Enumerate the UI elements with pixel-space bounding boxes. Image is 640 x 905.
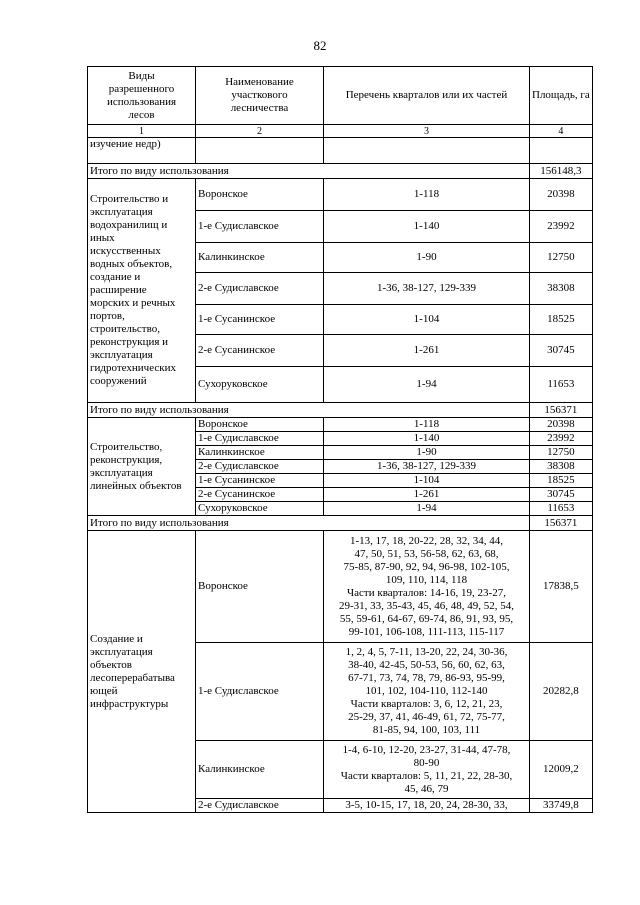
total-area: 156148,3 — [530, 164, 593, 179]
area-cell: 23992 — [530, 432, 593, 446]
area-cell: 38308 — [530, 460, 593, 474]
total-area: 156371 — [530, 516, 593, 531]
quarters-cell: 1-118 — [324, 418, 530, 432]
quarters-cell: 1, 2, 4, 5, 7-11, 13-20, 22, 24, 30-36, 38-40, 42-45, 50-53, 56, 60, 62, 63, 67-71, 73, 74, 78, 79, 86-93, 95-99, 101, 102, 104-110, 112-140 Части кварталов: 3, 6, 12, 21, 23, 25-29, 37, 41, 46-49, 61, 72, 75-77, 81-85, 94, 100, 103, 111 — [324, 643, 530, 741]
quarters-cell: 1-90 — [324, 243, 530, 273]
quarters-cell: 1-94 — [324, 502, 530, 516]
forestry-cell: Сухоруковское — [196, 367, 324, 403]
area-cell: 11653 — [530, 367, 593, 403]
quarters-cell: 1-104 — [324, 474, 530, 488]
area-cell: 38308 — [530, 273, 593, 305]
column-number: 4 — [530, 125, 593, 138]
use-type-tail: изучение недр) — [88, 138, 196, 164]
forestry-cell: 1-е Сусанинское — [196, 305, 324, 335]
total-label: Итого по виду использования — [88, 164, 530, 179]
area-cell: 12009,2 — [530, 741, 593, 799]
quarters-cell: 1-140 — [324, 211, 530, 243]
table-row — [88, 531, 593, 643]
quarters-cell: 1-104 — [324, 305, 530, 335]
quarters-cell: 1-118 — [324, 179, 530, 211]
area-cell: 23992 — [530, 211, 593, 243]
use-type-cell: Создание и эксплуатация объектов лесоперерабатыва ющей инфраструктуры — [88, 531, 196, 813]
forestry-cell: Калинкинское — [196, 243, 324, 273]
table-row — [88, 418, 593, 432]
column-number-row — [88, 125, 593, 138]
header-quarters: Перечень кварталов или их частей — [324, 67, 530, 125]
total-row — [88, 403, 593, 418]
forestry-cell: 2-е Сусанинское — [196, 335, 324, 367]
forest-use-table — [87, 66, 593, 813]
area-cell: 12750 — [530, 243, 593, 273]
area-cell: 18525 — [530, 474, 593, 488]
forestry-cell: Воронское — [196, 418, 324, 432]
forestry-cell: 1-е Судиславское — [196, 432, 324, 446]
table-row — [88, 179, 593, 211]
forestry-cell: Воронское — [196, 179, 324, 211]
use-type-cell: Строительство и эксплуатация водохранилищ и иных искусственных водных объектов, создание и расширение морских и речных портов, строительство, реконструкция и эксплуатация гидротехнических сооружений — [88, 179, 196, 403]
quarters-cell: 1-36, 38-127, 129-339 — [324, 460, 530, 474]
area-cell: 20398 — [530, 179, 593, 211]
total-row — [88, 516, 593, 531]
intro-row — [88, 138, 593, 164]
quarters-cell: 1-140 — [324, 432, 530, 446]
area-cell: 11653 — [530, 502, 593, 516]
quarters-cell: 1-13, 17, 18, 20-22, 28, 32, 34, 44, 47, 50, 51, 53, 56-58, 62, 63, 68, 75-85, 87-90, 92, 94, 96-98, 102-105, 109, 110, 114, 118 Части кварталов: 14-16, 19, 23-27, 29-31, 33, 35-43, 45, 46, 48, 49, 52, 54, 55, 59-61, 64-67, 69-74, 86, 91, 93, 95, 99-101, 106-108, 111-113, 115-117 — [324, 531, 530, 643]
total-label: Итого по виду использования — [88, 403, 530, 418]
forestry-cell: 1-е Судиславское — [196, 643, 324, 741]
forestry-cell: 1-е Судиславское — [196, 211, 324, 243]
forestry-cell: Калинкинское — [196, 446, 324, 460]
total-row — [88, 164, 593, 179]
page-number: 82 — [313, 38, 327, 53]
quarters-cell: 1-90 — [324, 446, 530, 460]
total-area: 156371 — [530, 403, 593, 418]
area-cell: 20398 — [530, 418, 593, 432]
column-number: 1 — [88, 125, 196, 138]
forestry-cell: 2-е Судиславское — [196, 273, 324, 305]
use-type-cell: Строительство, реконструкция, эксплуатация линейных объектов — [88, 418, 196, 516]
area-cell: 30745 — [530, 488, 593, 502]
area-cell: 20282,8 — [530, 643, 593, 741]
forestry-cell: 2-е Сусанинское — [196, 488, 324, 502]
column-number: 2 — [196, 125, 324, 138]
forestry-cell: Воронское — [196, 531, 324, 643]
quarters-cell: 1-4, 6-10, 12-20, 23-27, 31-44, 47-78, 80-90 Части кварталов: 5, 11, 21, 22, 28-30, 45, 46, 79 — [324, 741, 530, 799]
area-cell: 30745 — [530, 335, 593, 367]
quarters-cell: 1-261 — [324, 335, 530, 367]
quarters-cell: 3-5, 10-15, 17, 18, 20, 24, 28-30, 33, — [324, 799, 530, 813]
forestry-cell: Сухоруковское — [196, 502, 324, 516]
total-label: Итого по виду использования — [88, 516, 530, 531]
column-number: 3 — [324, 125, 530, 138]
area-cell: 18525 — [530, 305, 593, 335]
area-cell: 12750 — [530, 446, 593, 460]
header-forestry: Наименование участкового лесничества — [196, 67, 324, 125]
quarters-cell: 1-94 — [324, 367, 530, 403]
area-cell: 33749,8 — [530, 799, 593, 813]
header-use-type: Виды разрешенного использования лесов — [88, 67, 196, 125]
forestry-cell: 2-е Судиславское — [196, 799, 324, 813]
forestry-cell: 2-е Судиславское — [196, 460, 324, 474]
forestry-cell: 1-е Сусанинское — [196, 474, 324, 488]
quarters-cell: 1-261 — [324, 488, 530, 502]
forestry-cell: Калинкинское — [196, 741, 324, 799]
header-row — [88, 67, 593, 125]
header-area: Площадь, га — [530, 67, 593, 125]
quarters-cell: 1-36, 38-127, 129-339 — [324, 273, 530, 305]
area-cell: 17838,5 — [530, 531, 593, 643]
